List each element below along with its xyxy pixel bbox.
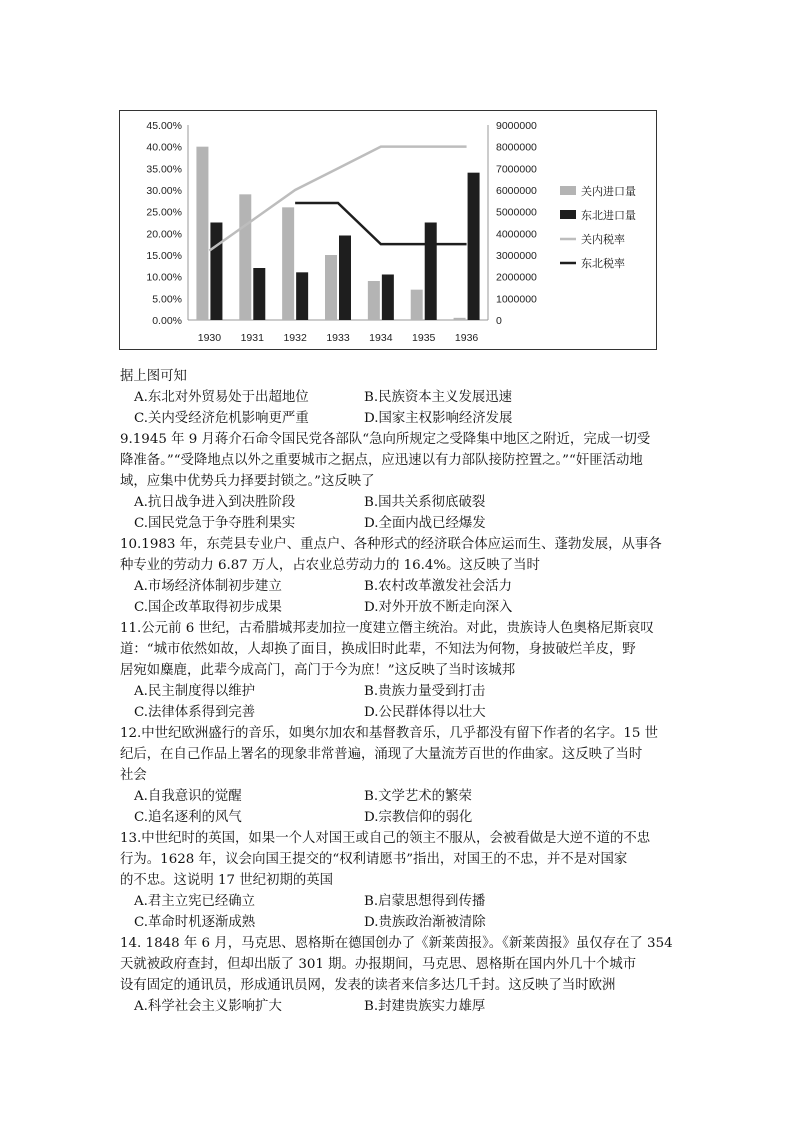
answer-option: D.宗教信仰的弱化	[364, 810, 473, 825]
left-axis-tick-label: 20.00%	[146, 228, 182, 241]
bar-guannei-import	[368, 281, 380, 320]
legend-label: 东北进口量	[581, 209, 636, 222]
trade-chart	[119, 110, 657, 350]
legend-label: 关内税率	[581, 233, 625, 246]
x-axis-tick-label: 1931	[240, 332, 264, 344]
right-axis-tick-label: 8000000	[496, 141, 537, 154]
bar-dongbei-import	[253, 268, 265, 320]
left-axis-tick-label: 45.00%	[146, 120, 182, 132]
answer-option: A.君主立宪已经确立	[134, 894, 256, 909]
question-stem-line: 道：“城市依然如故，人却换了面目，换成旧时此辈，不知法为何物，身披破烂羊皮，野	[120, 642, 636, 657]
option-row	[120, 786, 680, 807]
answer-option: A.东北对外贸易处于出超地位	[134, 390, 309, 405]
right-axis-tick-label: 5000000	[496, 206, 537, 219]
option-row	[120, 891, 680, 912]
left-axis-tick-label: 25.00%	[146, 206, 182, 219]
answer-option: A.抗日战争进入到决胜阶段	[134, 495, 296, 510]
option-row	[120, 702, 680, 723]
legend-swatch	[560, 210, 576, 219]
question-block	[120, 723, 680, 828]
legend-swatch	[560, 186, 576, 195]
chart-svg	[120, 111, 658, 351]
right-axis-tick-label: 3000000	[496, 250, 537, 262]
option-row	[120, 681, 680, 702]
answer-option: C.国企改革取得初步成果	[134, 600, 282, 615]
answer-option: A.市场经济体制初步建立	[134, 579, 282, 594]
right-axis-tick-label: 1000000	[496, 293, 537, 306]
right-axis-tick-label: 2000000	[496, 271, 537, 284]
question-block	[120, 387, 680, 429]
option-row	[120, 492, 680, 513]
question-stem-line: 居宛如麋鹿，此辈今成高门，高门于今为庶！”这反映了当时该城邦	[120, 663, 516, 678]
left-axis-tick-label: 15.00%	[146, 250, 182, 262]
question-list	[120, 387, 680, 1017]
answer-option: C.法律体系得到完善	[134, 705, 256, 720]
question-block	[120, 534, 680, 618]
right-axis-tick-label: 6000000	[496, 185, 537, 197]
answer-option: C.关内受经济危机影响更严重	[134, 411, 309, 426]
question-stem-line: 降准备。”“受降地点以外之重要城市之据点，应迅速以有力部队接防控置之。”“奸匪活动地	[120, 453, 643, 468]
bar-dongbei-import	[339, 236, 351, 321]
question-stem-line: 14. 1848 年 6 月，马克思、恩格斯在德国创办了《新莱茵报》。《新莱茵报》虽仅存在了 354	[120, 936, 673, 951]
question-stem-line: 天就被政府查封，但却出版了 301 期。办报期间，马克思、恩格斯在国内外几十个城市	[120, 957, 637, 972]
answer-option: D.公民群体得以壮大	[364, 705, 486, 720]
question-block	[120, 933, 680, 1017]
answer-option: D.国家主权影响经济发展	[364, 411, 513, 426]
bar-dongbei-import	[296, 272, 308, 320]
question-block	[120, 828, 680, 933]
answer-option: A.自我意识的觉醒	[134, 789, 242, 804]
answer-option: A.科学社会主义影响扩大	[134, 999, 282, 1014]
question-stem-line: 域，应集中优势兵力择要封锁之。”这反映了	[120, 474, 375, 489]
bar-dongbei-import	[210, 223, 222, 321]
answer-option: B.民族资本主义发展迅速	[364, 390, 513, 405]
x-axis-tick-label: 1932	[283, 332, 307, 344]
answer-option: C.追名逐利的风气	[134, 810, 242, 825]
right-axis-tick-label: 9000000	[496, 120, 537, 132]
answer-option: C.国民党急于争夺胜利果实	[134, 516, 296, 531]
answer-option: A.民主制度得以维护	[134, 684, 256, 699]
question-stem-line: 行为。1628 年，议会向国王提交的“权利请愿书”指出，对国王的不忠，并不是对国家	[120, 852, 628, 867]
left-axis-tick-label: 10.00%	[146, 271, 182, 284]
right-axis-tick-label: 4000000	[496, 228, 537, 241]
chart-intro: 据上图可知	[120, 369, 187, 384]
option-row	[120, 513, 680, 534]
bar-guannei-import	[239, 194, 251, 320]
right-axis-tick-label: 7000000	[496, 163, 537, 176]
bar-dongbei-import	[468, 173, 480, 320]
line-dongbei-tariff	[295, 203, 466, 244]
bar-guannei-import	[282, 207, 294, 320]
question-stem-line: 设有固定的通讯员，形成通讯员网，发表的读者来信多达几千封。这反映了当时欧洲	[120, 978, 616, 993]
answer-option: D.贵族政治渐被清除	[364, 915, 486, 930]
bar-guannei-import	[411, 290, 423, 320]
answer-option: B.农村改革激发社会活力	[364, 579, 513, 594]
option-row	[120, 912, 680, 933]
question-stem-line: 10.1983 年，东莞县专业户、重点户、各种形式的经济联合体应运而生、蓬勃发展，从事各	[120, 537, 662, 552]
answer-option: B.封建贵族实力雄厚	[364, 999, 486, 1014]
answer-option: D.对外开放不断走向深入	[364, 600, 513, 615]
option-row	[120, 387, 680, 408]
question-stem-line: 的不忠。这说明 17 世纪初期的英国	[120, 873, 334, 888]
option-row	[120, 807, 680, 828]
question-stem-line: 9.1945 年 9 月蒋介石命令国民党各部队“急向所规定之受降集中地区之附近，完成一切受	[120, 432, 651, 447]
question-stem-line: 13.中世纪时的英国，如果一个人对国王或自己的领主不服从，会被看做是大逆不道的不忠	[120, 831, 651, 846]
right-axis-tick-label: 0	[496, 315, 502, 327]
legend-label: 东北税率	[581, 257, 625, 270]
option-row	[120, 576, 680, 597]
x-axis-tick-label: 1935	[412, 332, 436, 344]
left-axis-tick-label: 0.00%	[152, 315, 182, 327]
answer-option: C.革命时机逐渐成熟	[134, 915, 256, 930]
bar-guannei-import	[196, 147, 208, 320]
x-axis-tick-label: 1930	[197, 332, 222, 344]
answer-option: B.国共关系彻底破裂	[364, 495, 486, 510]
left-axis-tick-label: 40.00%	[146, 141, 182, 154]
answer-option: B.文学艺术的繁荣	[364, 789, 472, 804]
question-stem-line: 纪后，在自己作品上署名的现象非常普遍，涌现了大量流芳百世的作曲家。这反映了当时	[120, 747, 643, 762]
option-row	[120, 996, 680, 1017]
x-axis-tick-label: 1936	[454, 332, 479, 344]
option-row	[120, 597, 680, 618]
question-stem-line: 12.中世纪欧洲盛行的音乐，如奥尔加农和基督教音乐，几乎都没有留下作者的名字。15 世	[120, 726, 659, 741]
question-stem-line: 社会	[120, 768, 147, 783]
x-axis-tick-label: 1934	[369, 332, 393, 344]
question-block	[120, 429, 680, 534]
question-stem-line: 种专业的劳动力 6.87 万人，占农业总劳动力的 16.4%。这反映了当时	[120, 558, 540, 573]
left-axis-tick-label: 30.00%	[146, 185, 182, 197]
question-stem-line: 11.公元前 6 世纪，古希腊城邦麦加拉一度建立僭主统治。对此，贵族诗人色奥格尼斯哀叹	[120, 621, 654, 636]
x-axis-tick-label: 1933	[326, 332, 350, 344]
left-axis-tick-label: 5.00%	[152, 293, 182, 306]
bar-dongbei-import	[425, 223, 437, 321]
bar-dongbei-import	[382, 275, 394, 321]
option-row	[120, 408, 680, 429]
question-content	[120, 366, 680, 1017]
question-block	[120, 618, 680, 723]
answer-option: B.贵族力量受到打击	[364, 684, 486, 699]
answer-option: B.启蒙思想得到传播	[364, 894, 486, 909]
answer-option: D.全面内战已经爆发	[364, 516, 486, 531]
left-axis-tick-label: 35.00%	[146, 163, 182, 176]
legend-label: 关内进口量	[581, 185, 636, 198]
bar-guannei-import	[325, 255, 337, 320]
bar-guannei-import	[454, 318, 466, 320]
